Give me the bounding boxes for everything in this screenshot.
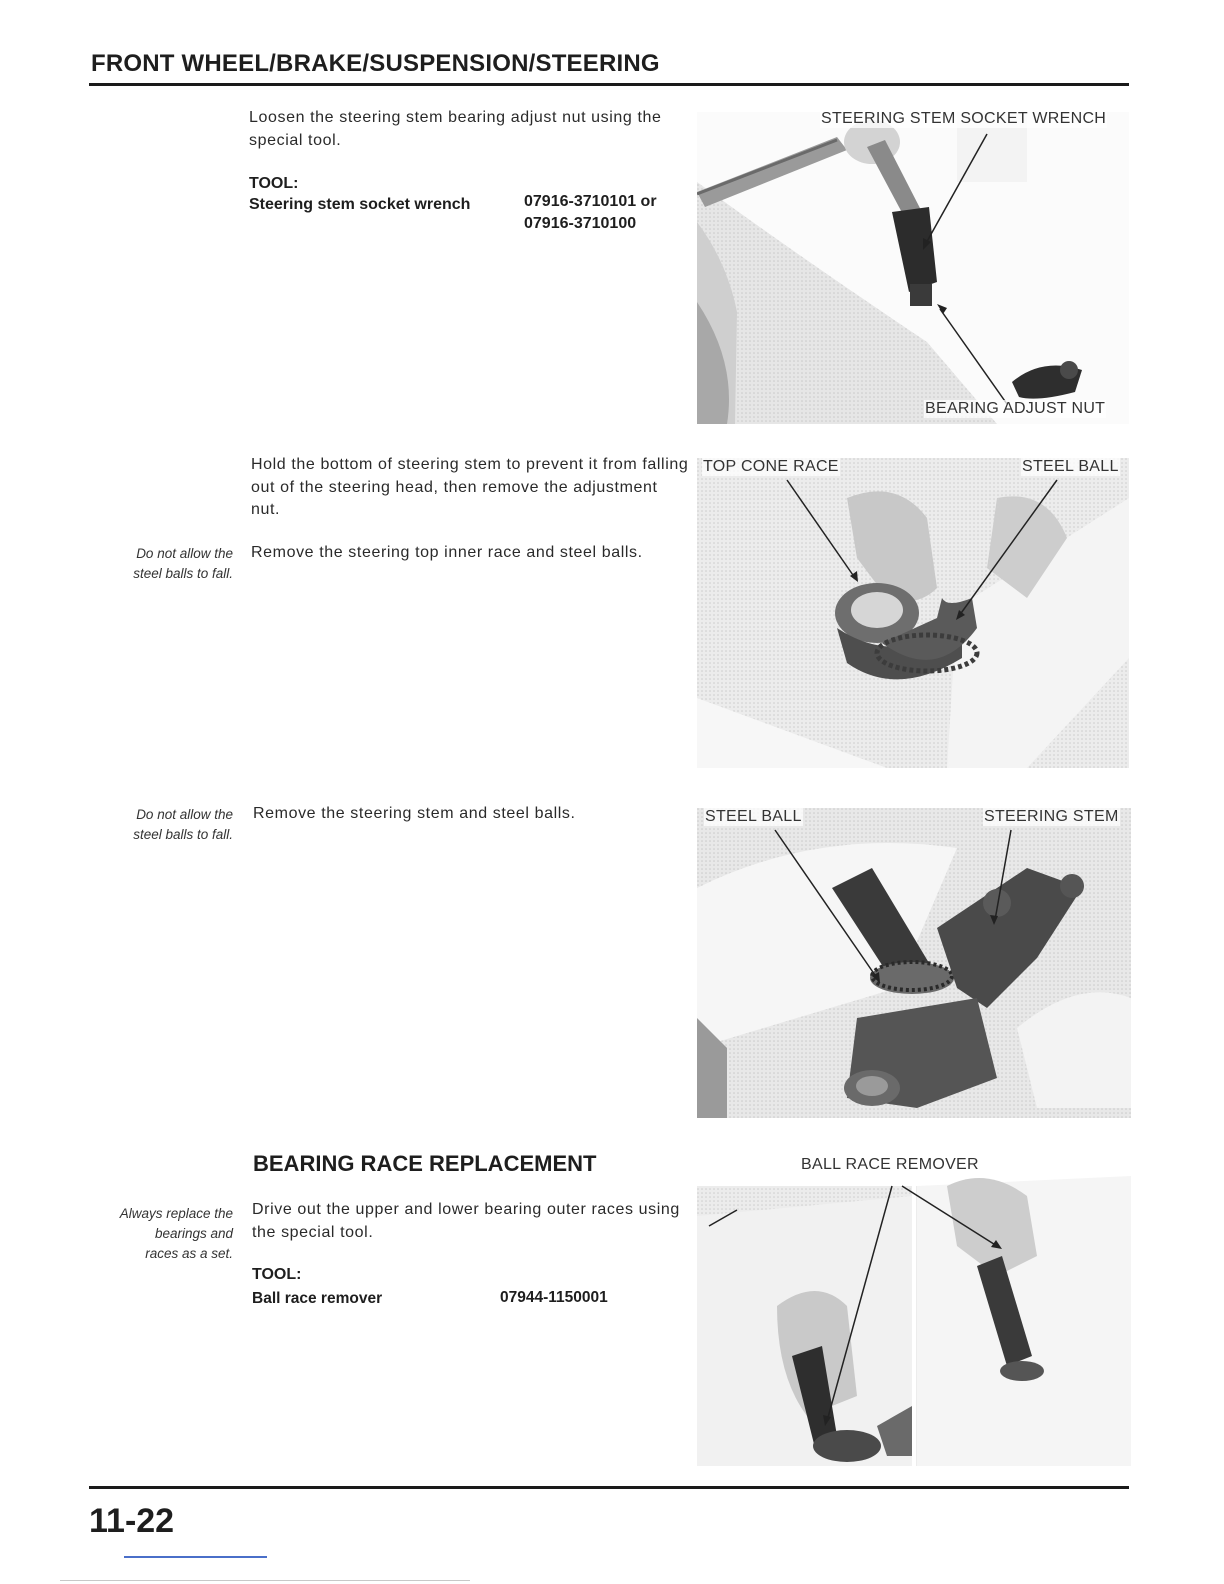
step1-tool-name: Steering stem socket wrench — [249, 196, 471, 213]
footer-rule — [89, 1486, 1129, 1489]
section-note-line1: Always replace the — [119, 1206, 233, 1221]
step1-text: Loosen the steering stem bearing adjust nut using the special tool. — [249, 109, 662, 149]
figure1-label-adjust-nut: BEARING ADJUST NUT — [925, 400, 1106, 417]
footer-gray-line — [60, 1580, 470, 1581]
figure4-label-ball-race-remover: BALL RACE REMOVER — [801, 1156, 979, 1173]
page-number: 11-22 — [89, 1502, 175, 1540]
step2-text: Hold the bottom of steering stem to prevent it from falling out of the steering head, then remove the adjustment nut. — [251, 456, 689, 518]
step4-caution-note — [83, 805, 233, 845]
figure2-label-top-cone-race: TOP CONE RACE — [703, 458, 839, 475]
header-rule — [89, 83, 1129, 86]
section-tool-heading: TOOL: — [252, 1266, 302, 1283]
step3-text: Remove the steering top inner race and steel balls. — [251, 544, 643, 561]
figure3-label-steel-ball: STEEL BALL — [705, 808, 802, 825]
figure-top-cone-race-photo — [697, 458, 1129, 768]
step3-note-line2: steel balls to fall. — [133, 566, 233, 581]
step3-caution-note — [83, 544, 233, 584]
step4-text: Remove the steering stem and steel balls. — [253, 805, 576, 822]
section-text: Drive out the upper and lower bearing outer races using the special tool. — [252, 1201, 680, 1241]
section-note — [83, 1204, 233, 1264]
figure-ball-race-remover-photo — [697, 1156, 1131, 1466]
figure1-label-wrench: STEERING STEM SOCKET WRENCH — [821, 110, 1107, 127]
section-note-line2: bearings and — [154, 1226, 233, 1241]
page-header-title: FRONT WHEEL/BRAKE/SUSPENSION/STEERING — [91, 50, 660, 77]
figure3-label-steering-stem: STEERING STEM — [984, 808, 1119, 825]
step1-tool-heading: TOOL: — [249, 175, 299, 192]
step4-note-line1: Do not allow the — [136, 807, 233, 822]
figure-steering-stem-photo — [697, 808, 1131, 1118]
section-tool-name: Ball race remover — [252, 1290, 383, 1307]
section-tool-part: 07944-1150001 — [500, 1289, 608, 1306]
step1-tool-part-2: 07916-3710100 — [524, 215, 637, 232]
footer-blue-underline — [124, 1556, 267, 1558]
step3-note-line1: Do not allow the — [136, 546, 233, 561]
section-note-line3: races as a set. — [145, 1246, 233, 1261]
figure2-label-steel-ball: STEEL BALL — [1022, 458, 1119, 475]
step1-tool-part-1: 07916-3710101 or — [524, 193, 657, 210]
step4-note-line2: steel balls to fall. — [133, 827, 233, 842]
figure-socket-wrench-photo — [697, 112, 1129, 424]
section-title: BEARING RACE REPLACEMENT — [253, 1151, 597, 1176]
